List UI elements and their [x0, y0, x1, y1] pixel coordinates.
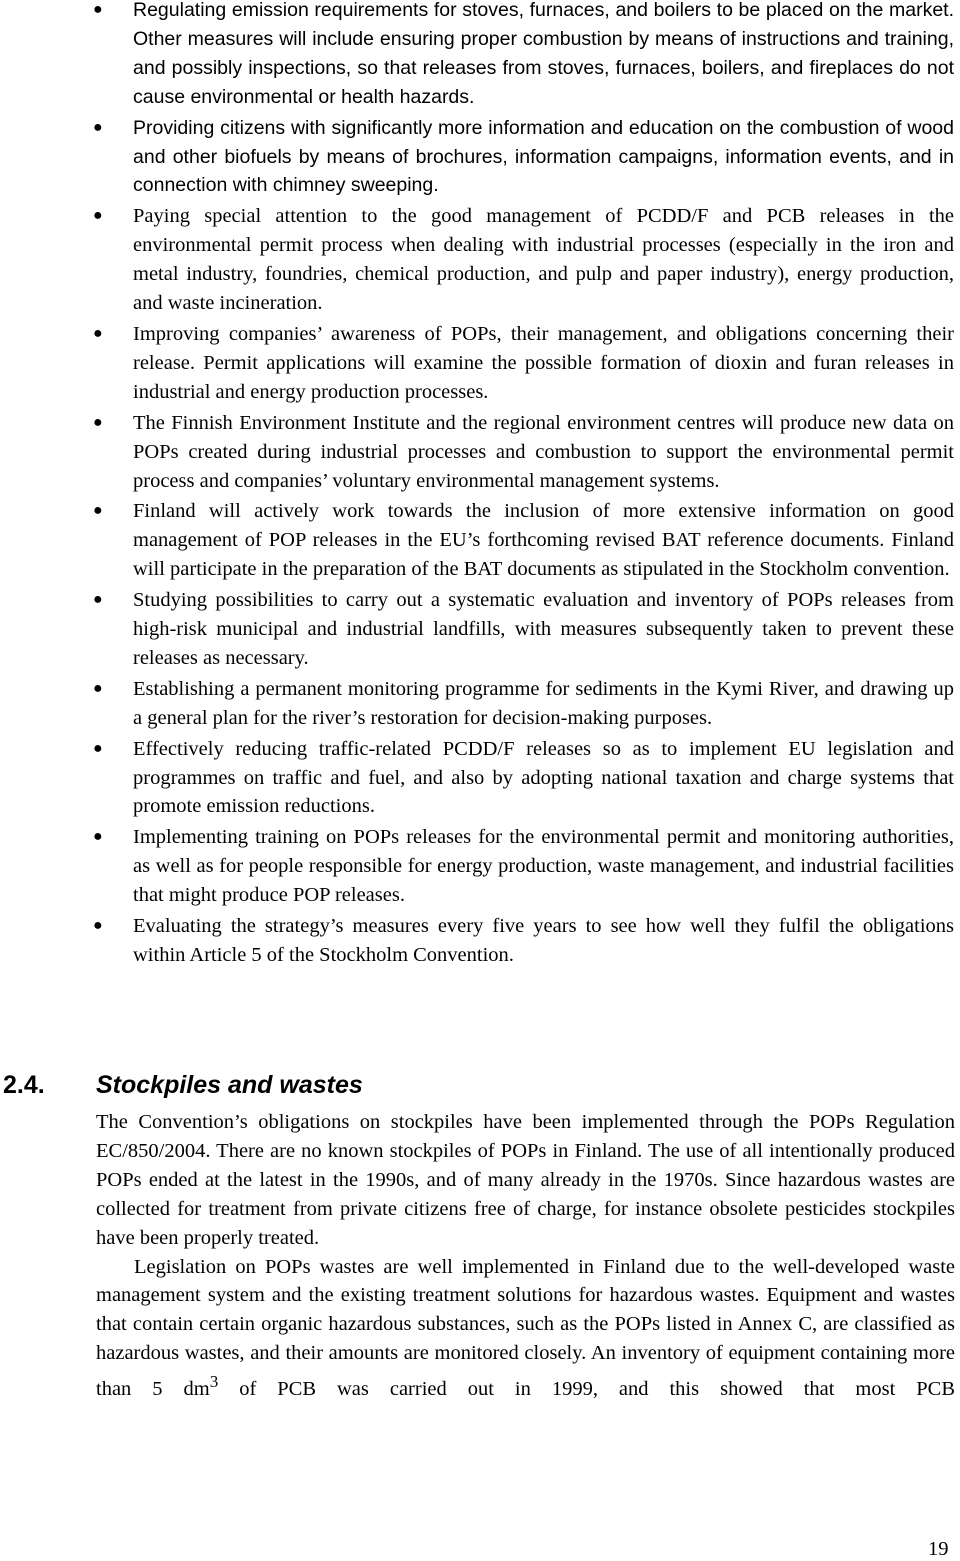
- list-item-text: Finland will actively work towards the inclusion of more extensive information on good management of POP releases in the EU’s forthcoming revised BAT reference documents. Finland will participate in the preparation of the BAT documents as stipulated in the Stockholm convention.: [133, 500, 954, 581]
- bullet-icon: ●: [93, 413, 103, 431]
- list-item: [0, 0, 960, 112]
- bullet-icon: ●: [93, 917, 103, 935]
- list-item: [0, 735, 960, 822]
- list-item-text: Providing citizens with significantly more information and education on the combustion of wood and other biofuels by means of brochures, information campaigns, information events, and in connection with chimney sweeping.: [133, 116, 954, 197]
- bullet-icon: ●: [93, 828, 103, 846]
- bullet-icon: ●: [93, 739, 103, 757]
- bullet-icon: ●: [93, 502, 103, 520]
- list-item: [0, 202, 960, 318]
- list-item-text: Regulating emission requirements for stoves, furnaces, and boilers to be placed on the market.: [133, 0, 954, 21]
- list-item: [0, 497, 960, 584]
- list-item: [0, 114, 960, 201]
- list-item-text: Implementing training on POPs releases for the environmental permit and monitoring authorities, as well as for people responsible for energy production, waste management, and industrial facilities that might produce POP releases.: [133, 826, 954, 907]
- section-title: Stockpiles and wastes: [96, 1071, 363, 1099]
- list-item: [0, 675, 960, 733]
- superscript: 3: [209, 1372, 219, 1392]
- section-heading: [3, 1068, 363, 1102]
- section-number: 2.4.: [3, 1071, 45, 1099]
- bullet-icon: ●: [93, 591, 103, 609]
- bullet-icon: ●: [93, 679, 103, 697]
- list-item: [0, 409, 960, 496]
- bullet-icon: ●: [93, 207, 103, 225]
- paragraph-text: of PCB was carried out in 1999, and this showed that most PCB: [218, 1377, 955, 1400]
- page-number: 19: [928, 1538, 949, 1560]
- list-item-text: Evaluating the strategy’s measures every five years to see how well they fulfil the obligations within Article 5 of the Stockholm Convention.: [133, 915, 954, 966]
- section-body: [96, 1108, 955, 1404]
- list-item: [0, 912, 960, 970]
- list-item: [0, 320, 960, 407]
- list-item-text: Other measures will include ensuring proper combustion by means of instructions and training, and possibly inspections, so that releases from stoves, furnaces, boilers, and fireplaces do not cause environmental or health hazards.: [133, 27, 954, 108]
- list-item-text: Establishing a permanent monitoring programme for sediments in the Kymi River, and drawing up a general plan for the river’s restoration for decision-making purposes.: [133, 677, 954, 729]
- list-item-text: Effectively reducing traffic-related PCDD/F releases so as to implement EU legislation and programmes on traffic and fuel, and also by adopting national taxation and charge systems that promote emission reductions.: [133, 737, 954, 818]
- list-item-text: The Finnish Environment Institute and the regional environment centres will produce new data on POPs created during industrial processes and combustion to support the environmental permit process and companies’ voluntary environmental management systems.: [133, 411, 954, 492]
- paragraph: The Convention’s obligations on stockpiles have been implemented through the POPs Regulation EC/850/2004. There are no known stockpiles of POPs in Finland. The use of all intentionally produced POPs ended at the latest in the 1990s, and of many already in the 1970s. Since hazardous wastes are collected for treatment from private citizens free of charge, for instance obsolete pesticides stockpiles have been properly treated.: [96, 1111, 955, 1249]
- list-item-text: Studying possibilities to carry out a systematic evaluation and inventory of POPs releases from high-risk municipal and industrial landfills, with measures subsequently taken to prevent these releases as necessary.: [133, 589, 954, 669]
- bullet-icon: ●: [93, 118, 103, 136]
- list-item-text: Paying special attention to the good management of PCDD/F and PCB releases in the environmental permit process when dealing with industrial processes (especially in the iron and metal industry, foundries, chemical production, and pulp and paper industry), energy production, and waste incineration.: [133, 205, 954, 315]
- list-item-text: Improving companies’ awareness of POPs, their management, and obligations concerning their release. Permit applications will examine the possible formation of dioxin and furan releases in industrial and energy production processes.: [133, 322, 954, 403]
- paragraph: [96, 1253, 955, 1404]
- bullet-icon: ●: [93, 1, 103, 18]
- list-item: [0, 586, 960, 673]
- list-item: [0, 823, 960, 910]
- bullet-icon: ●: [93, 324, 103, 342]
- paragraph-text: Legislation on POPs wastes are well implemented in Finland due to the well-developed waste management system and the existing treatment solutions for hazardous wastes. Equipment and wastes that contain certain organic hazardous substances, such as the POPs listed in Annex C, are classified as hazardous wastes, and their amounts are monitored closely. An inventory of equipment containing more than 5 dm: [96, 1255, 955, 1400]
